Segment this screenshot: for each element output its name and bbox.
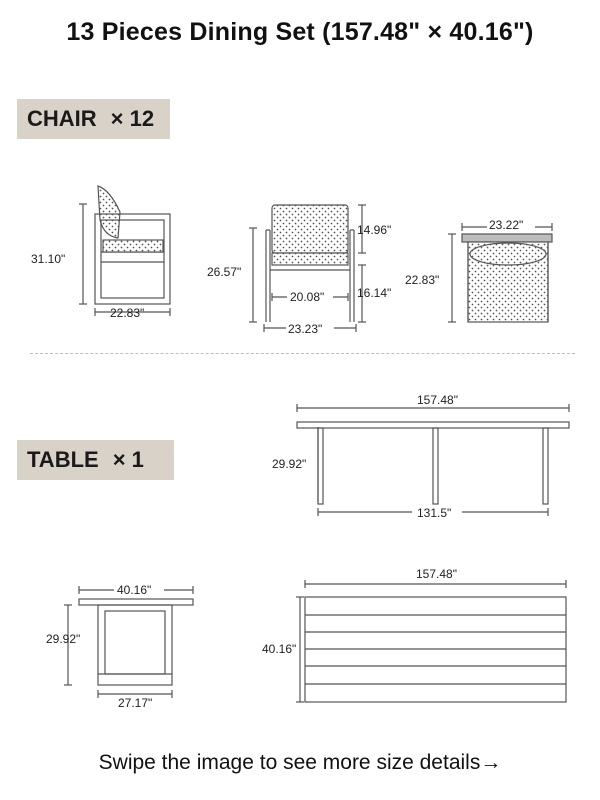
table-front-view	[297, 404, 569, 516]
chair-side-height-label: 31.10"	[31, 252, 66, 266]
chair-front-height-label: 26.57"	[207, 265, 242, 279]
page-title: 13 Pieces Dining Set (157.48" × 40.16")	[66, 18, 534, 46]
chair-front-seat-height-label: 16.14"	[357, 286, 392, 300]
chair-section-count: × 12	[110, 106, 155, 131]
table-section-count: × 1	[112, 447, 144, 472]
chair-front-inner-width-label: 20.08"	[290, 290, 325, 304]
swipe-hint: Swipe the image to see more size details→	[98, 751, 502, 774]
table-front-leg-span-label: 131.5"	[417, 506, 452, 520]
chair-side-depth-label: 22.83"	[110, 306, 145, 320]
table-side-view	[64, 586, 193, 698]
chair-front-view	[249, 205, 366, 332]
table-side-inner-width-label: 27.17"	[118, 696, 153, 710]
table-top-length-label: 157.48"	[416, 567, 457, 581]
table-side-width-label: 40.16"	[117, 583, 152, 597]
table-front-height-label: 29.92"	[272, 457, 307, 471]
table-front-length-label: 157.48"	[417, 393, 458, 407]
chair-top-view	[448, 223, 552, 322]
chair-top-depth-label: 22.83"	[405, 273, 440, 287]
chair-front-back-height-label: 14.96"	[357, 223, 392, 237]
table-top-width-label: 40.16"	[262, 642, 297, 656]
chair-top-width-label: 23.22"	[489, 218, 524, 232]
chair-side-view	[79, 186, 170, 316]
table-side-height-label: 29.92"	[46, 632, 81, 646]
chair-section-label: CHAIR	[27, 106, 97, 131]
table-top-view	[296, 580, 566, 702]
table-section-label: TABLE	[27, 447, 99, 472]
chair-front-width-label: 23.23"	[288, 322, 323, 336]
